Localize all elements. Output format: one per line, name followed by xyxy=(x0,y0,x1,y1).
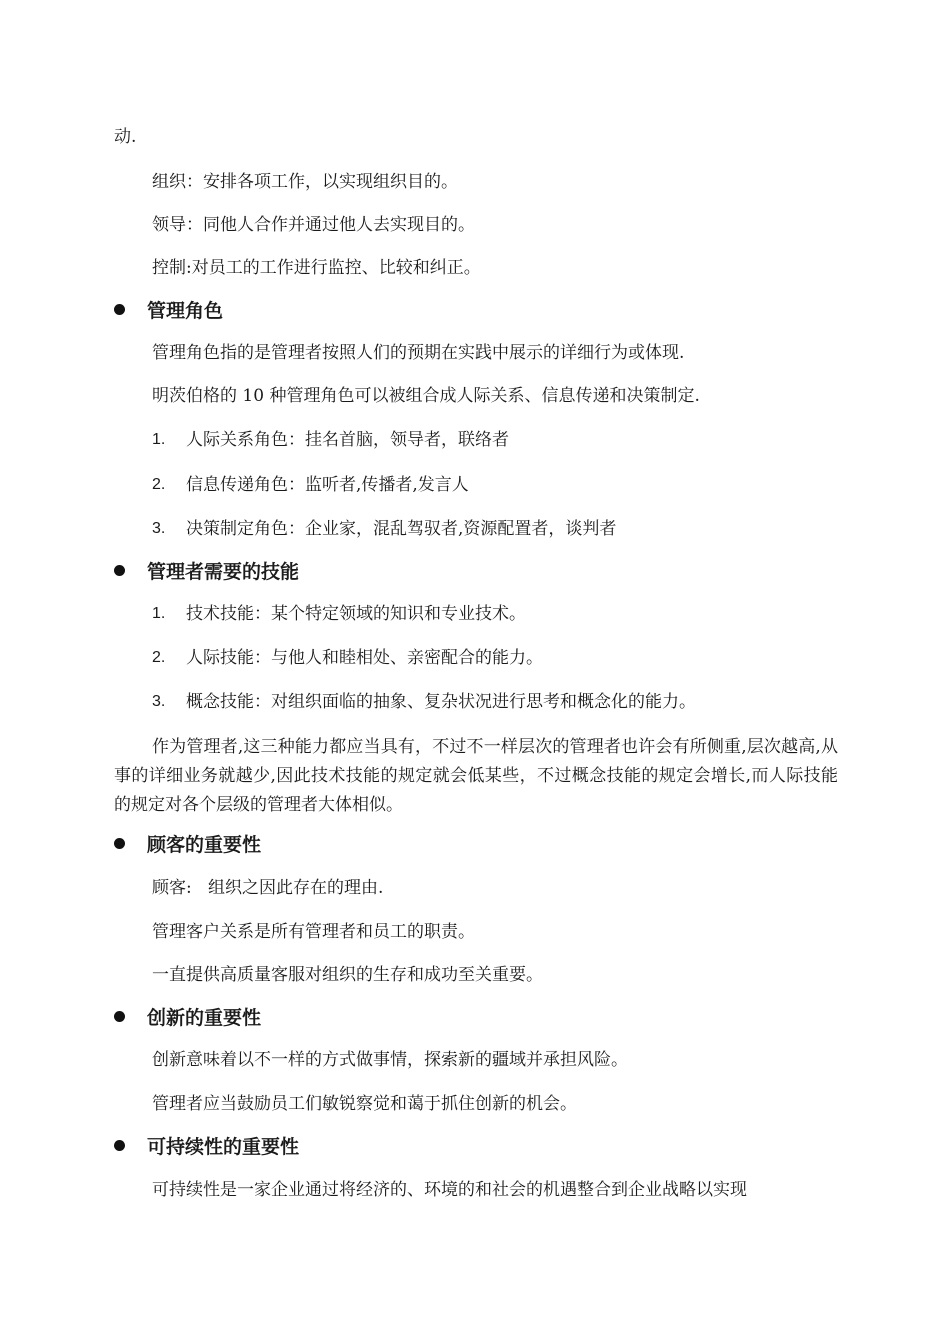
section-heading-roles xyxy=(114,299,223,323)
heading-text: 创新的重要性 xyxy=(147,1007,262,1029)
bullet-icon xyxy=(114,565,125,576)
skills-paragraph: 作为管理者,这三种能力都应当具有，不过不一样层次的管理者也许会有所侧重,层次越高,从事的详细业务就越少,因此技术技能的规定就会低某些，不过概念技能的规定会增长,而人际技能的规定对各个层级的管理者大体相似。 xyxy=(114,737,838,815)
customer-para-2: 管理客户关系是所有管理者和员工的职责。 xyxy=(152,922,475,942)
customer-para-3: 一直提供高质量客服对组织的生存和成功至关重要。 xyxy=(152,965,543,985)
list-item: 信息传递角色：监听者,传播者,发言人 xyxy=(186,475,469,495)
heading-text: 管理者需要的技能 xyxy=(147,561,300,583)
control-line: 控制:对员工的工作进行监控、比较和纠正。 xyxy=(152,258,481,278)
innovation-para-1: 创新意味着以不一样的方式做事情，探索新的疆域并承担风险。 xyxy=(152,1050,628,1070)
list-item: 概念技能：对组织面临的抽象、复杂状况进行思考和概念化的能力。 xyxy=(186,692,696,712)
list-number: 1. xyxy=(152,431,166,448)
list-item: 人际技能：与他人和睦相处、亲密配合的能力。 xyxy=(186,648,543,668)
bullet-icon xyxy=(114,1140,125,1151)
list-number: 3. xyxy=(152,693,166,710)
section-heading-sustainability xyxy=(114,1135,299,1159)
heading-text: 顾客的重要性 xyxy=(147,834,262,856)
lead-line: 领导：同他人合作并通过他人去实现目的。 xyxy=(152,215,475,235)
bullet-icon xyxy=(114,1011,125,1022)
heading-text: 可持续性的重要性 xyxy=(147,1136,300,1158)
heading-text: 管理角色 xyxy=(147,300,224,322)
list-number: 2. xyxy=(152,476,166,493)
list-number: 2. xyxy=(152,649,166,666)
bullet-icon xyxy=(114,304,125,315)
section-heading-customer xyxy=(114,833,261,857)
list-item: 决策制定角色：企业家，混乱驾驭者,资源配置者，谈判者 xyxy=(186,519,617,539)
list-number: 3. xyxy=(152,520,166,537)
section-heading-innovation xyxy=(114,1006,261,1030)
list-number: 1. xyxy=(152,605,166,622)
organize-line: 组织：安排各项工作，以实现组织目的。 xyxy=(152,172,458,192)
list-item: 人际关系角色：挂名首脑，领导者，联络者 xyxy=(186,430,509,450)
list-item: 技术技能：某个特定领域的知识和专业技术。 xyxy=(186,604,526,624)
section-heading-skills xyxy=(114,560,299,584)
roles-para-2: 明茨伯格的 10 种管理角色可以被组合成人际关系、信息传递和决策制定. xyxy=(152,386,700,406)
bullet-icon xyxy=(114,838,125,849)
customer-para-1: 顾客: 组织之因此存在的理由. xyxy=(152,878,384,898)
sustainability-para-1: 可持续性是一家企业通过将经济的、环境的和社会的机遇整合到企业战略以实现 xyxy=(152,1180,747,1200)
continuation-text: 动. xyxy=(114,127,137,147)
innovation-para-2: 管理者应当鼓励员工们敏锐察觉和蔼于抓住创新的机会。 xyxy=(152,1094,577,1114)
roles-para-1: 管理角色指的是管理者按照人们的预期在实践中展示的详细行为或体现. xyxy=(152,343,685,363)
